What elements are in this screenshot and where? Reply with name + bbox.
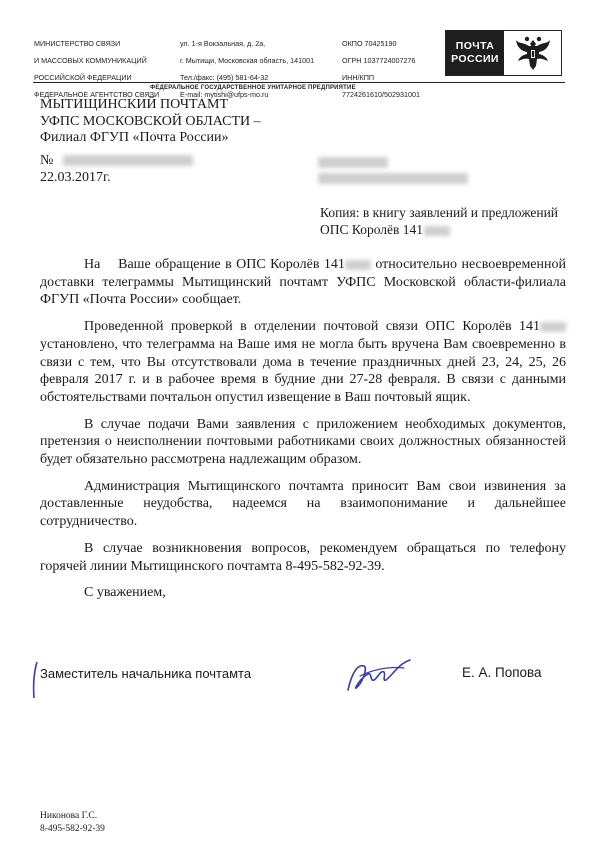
copy-office-prefix: ОПС Королёв 141 — [320, 222, 424, 237]
body-paragraph-3: В случае подачи Вами заявления с приложением необходимых документов, претензия о неисполнении почтовыми работниками своих должностных обязанностей будет обязательно рассмотрена надлежащим образом. — [40, 416, 566, 468]
header-ministry-line: МИНИСТЕРСТВО СВЯЗИ — [34, 38, 121, 48]
body-p1-part-b: относительно несвоевременной доставки телеграммы Мытищинский почтамт УФПС Московской области-филиала ФГУП «Почта России» сообщает. — [40, 257, 566, 308]
logo-text-line1: ПОЧТА — [455, 40, 495, 52]
header-address-line: Тел./факс: (495) 581-64-32 — [180, 72, 269, 82]
copy-note-line2 — [320, 221, 558, 238]
header-code-line: ИНН/КПП — [342, 72, 375, 82]
body-p2-part-b: установлено, что телеграмма на Ваше имя не могла быть вручена Вам своевременно в связи с тем, что Вы отсутствовали дома в течение праздничных дней 23, 24, 25, 26 февраля 2017 г. и в рабочее время в будние дни 27-28 февраля. В связи с данными обстоятельствами почтальон опустил извещение в Ваш почтовый ящик. — [40, 336, 566, 405]
body-p2-part-a: Проведенной проверкой в отделении почтовой связи ОПС Королёв 141 — [84, 319, 540, 335]
letter-date: 22.03.2017г. — [40, 170, 111, 185]
copy-note-line1: Копия: в книгу заявлений и предложений — [320, 205, 559, 220]
header-ministry-line: И МАССОВЫХ КОММУНИКАЦИЙ — [34, 55, 147, 65]
executor-name: Никонова Г.С. — [40, 811, 98, 821]
closing-phrase: С уважением, — [84, 585, 166, 601]
redacted-postcode — [345, 260, 371, 270]
executor-phone: 8-495-582-92-39 — [40, 824, 105, 834]
body-p1-part-a: На Ваше обращение в ОПС Королёв 141 — [84, 257, 345, 272]
redacted-number — [63, 155, 193, 166]
letter-number-prefix: № — [40, 153, 54, 168]
copy-note — [320, 204, 558, 238]
redacted-postcode — [540, 322, 566, 332]
header-address-line: ул. 1-я Вокзальная, д. 2а, — [180, 38, 266, 48]
letter-reference — [40, 152, 193, 186]
letter-number — [40, 152, 193, 169]
header-enterprise-type: ФЕДЕРАЛЬНОЕ ГОСУДАРСТВЕННОЕ УНИТАРНОЕ ПРЕДПРИЯТИЕ — [150, 85, 356, 91]
header-address-line: E-mail: mytishi@ufps-mo.ru — [180, 90, 269, 100]
handwritten-signature — [338, 650, 418, 703]
org-name-line2: УФПС МОСКОВСКОЙ ОБЛАСТИ – — [40, 113, 261, 129]
org-name-line1: МЫТИЩИНСКИЙ ПОЧТАМТ — [40, 97, 228, 112]
org-name-line3: Филиал ФГУП «Почта России» — [40, 130, 229, 145]
header-ministry-line: РОССИЙСКОЙ ФЕДЕРАЦИИ — [34, 72, 132, 82]
signatory-title: Заместитель начальника почтамта — [40, 666, 252, 681]
body-paragraph-5: В случае возникновения вопросов, рекомендуем обращаться по телефону горячей линии Мытищинского почтамта 8-495-582-92-39. — [40, 540, 566, 574]
logo-text-line2: РОССИИ — [451, 53, 499, 65]
redacted-recipient-name — [318, 157, 388, 168]
header-ministry-line: ФЕДЕРАЛЬНОЕ АГЕНТСТВО СВЯЗИ — [34, 90, 160, 100]
redacted-recipient-address — [318, 173, 468, 184]
executor-info — [40, 810, 105, 836]
letter-body — [40, 256, 566, 611]
header-code-line: ОГРН 1037724007276 — [342, 55, 416, 65]
header-address-line: г. Мытищи, Московская область, 141001 — [180, 55, 315, 65]
sender-organization — [40, 97, 261, 147]
body-paragraph-4: Администрация Мытищинского почтамта приносит Вам свои извинения за доставленные неудобства, надеемся на взаимопонимание и дальнейшее сотрудничество. — [40, 478, 566, 530]
logo-text — [446, 31, 504, 75]
pochta-rossii-logo — [445, 30, 562, 76]
header-code-line: ОКПО 70425190 — [342, 38, 397, 48]
recipient-redacted — [318, 150, 468, 186]
header-codes — [342, 31, 442, 108]
redacted-postcode — [424, 226, 450, 236]
body-paragraph-1 — [40, 256, 566, 309]
signatory-name: Е. А. Попова — [462, 665, 542, 680]
eagle-emblem-icon — [504, 31, 561, 75]
body-paragraph-2 — [40, 318, 566, 407]
header-divider — [33, 82, 565, 83]
margin-mark — [30, 660, 40, 705]
header-code-line: 7724261610/502931001 — [342, 90, 420, 100]
